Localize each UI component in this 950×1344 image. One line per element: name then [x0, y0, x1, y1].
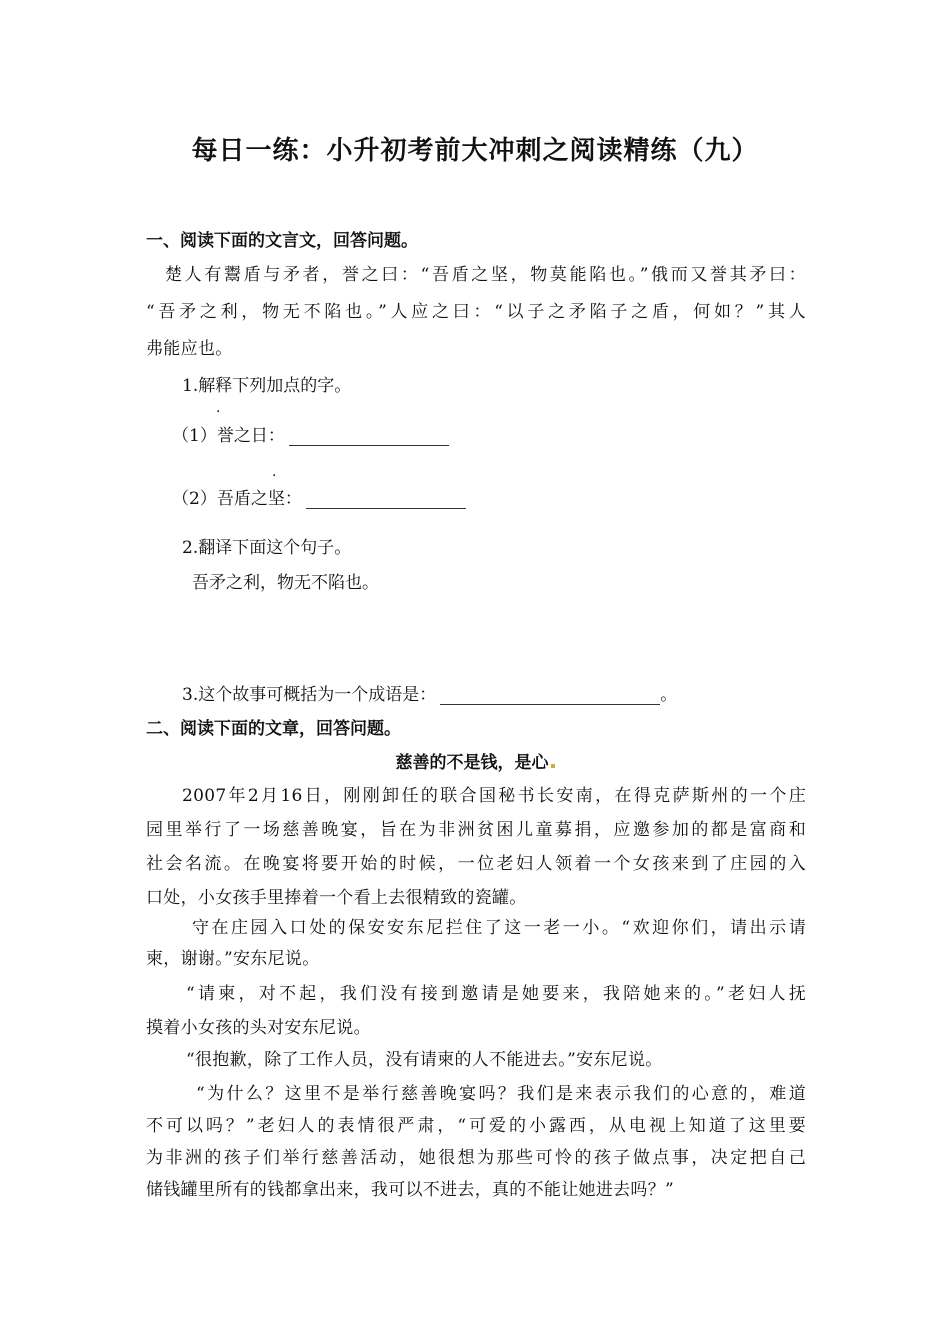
- question1-item1: [172, 421, 449, 446]
- question3-end: 。: [660, 685, 678, 705]
- article-line-4: 口处，小女孩手里捧着一个看上去很精致的瓷罐。: [146, 888, 527, 908]
- article-line-8: 摸着小女孩的头对安东尼说。: [146, 1018, 371, 1038]
- question3: [182, 680, 677, 705]
- article-line-9: “很抱歉，除了工作人员，没有请柬的人不能进去。”安东尼说。: [186, 1050, 663, 1070]
- article-title: [0, 748, 950, 773]
- section1-heading: 一、阅读下面的文言文，回答问题。: [146, 231, 418, 251]
- article-line-6: 柬，谢谢。”安东尼说。: [146, 949, 320, 969]
- article-line-1: 2007年2月16日，刚刚卸任的联合国秘书长安南，在得克萨斯州的一个庄: [182, 786, 806, 806]
- page-title: 每日一练：小升初考前大冲刺之阅读精练（九）: [191, 136, 759, 166]
- marker-dot: [551, 764, 555, 768]
- emphasis-dot: ·: [216, 404, 221, 420]
- question2-label: 2.翻译下面这个句子。: [182, 538, 352, 558]
- article-title-text: 慈善的不是钱，是心: [395, 753, 549, 773]
- question1-label: 1.解释下列加点的字。: [182, 376, 352, 396]
- passage-line-3: 弗能应也。: [146, 339, 233, 359]
- answer-blank-3[interactable]: [440, 690, 660, 705]
- answer-blank-2[interactable]: [306, 494, 466, 509]
- article-line-13: 储钱罐里所有的钱都拿出来，我可以不进去，真的不能让她进去吗？”: [146, 1180, 674, 1200]
- question1-item2-text: （2）吾盾之坚：: [172, 489, 302, 509]
- emphasis-dot: ·: [272, 468, 277, 484]
- passage-line-2: “吾矛之利，物无不陷也。”人应之曰：“以子之矛陷子之盾，何如？”其人: [146, 302, 806, 322]
- article-line-12: 为非洲的孩子们举行慈善活动，她很想为那些可怜的孩子做点事，决定把自己: [146, 1148, 806, 1168]
- answer-blank-1[interactable]: [289, 431, 449, 446]
- question2-sentence: 吾矛之利，物无不陷也。: [192, 573, 379, 593]
- article-line-11: 不可以吗？”老妇人的表情很严肃，“可爱的小露西，从电视上知道了这里要: [146, 1116, 806, 1136]
- article-line-3: 社会名流。在晚宴将要开始的时候，一位老妇人领着一个女孩来到了庄园的入: [146, 854, 806, 874]
- article-line-2: 园里举行了一场慈善晚宴，旨在为非洲贫困儿童募捐，应邀参加的都是富商和: [146, 820, 806, 840]
- question1-item1-text: （1）誉之日：: [172, 426, 285, 446]
- passage-line-1: 楚人有鬻盾与矛者，誉之曰：“吾盾之坚，物莫能陷也。”俄而又誉其矛曰：: [165, 265, 806, 285]
- article-line-7: “请柬，对不起，我们没有接到邀请是她要来，我陪她来的。”老妇人抚: [186, 984, 806, 1004]
- article-line-10: “为什么？这里不是举行慈善晚宴吗？我们是来表示我们的心意的，难道: [196, 1084, 806, 1104]
- question1-item2: [172, 484, 466, 509]
- article-line-5: 守在庄园入口处的保安安东尼拦住了这一老一小。“欢迎你们，请出示请: [192, 918, 806, 938]
- section2-heading: 二、阅读下面的文章，回答问题。: [146, 719, 401, 739]
- question3-text: 3.这个故事可概括为一个成语是：: [182, 685, 437, 705]
